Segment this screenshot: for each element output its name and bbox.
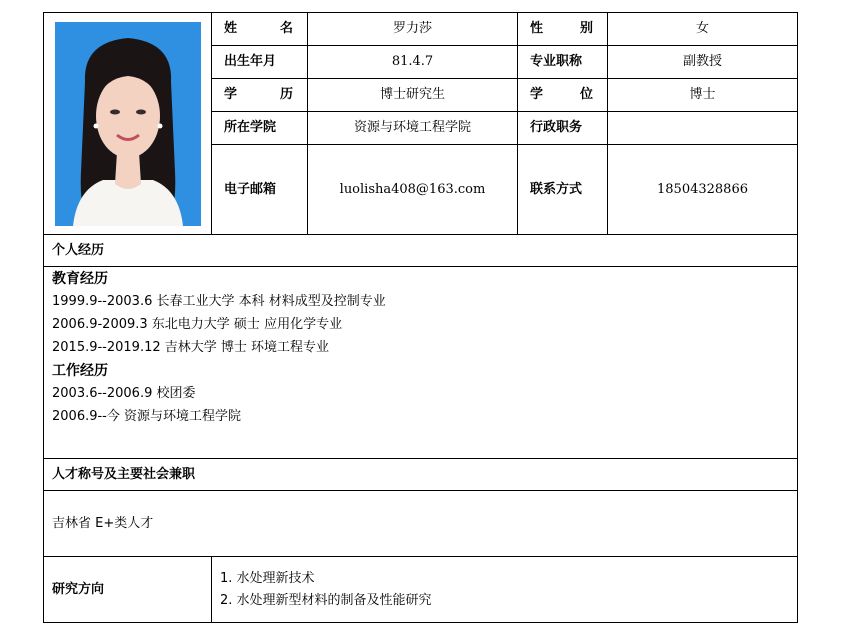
gender-label-cell bbox=[518, 13, 608, 46]
resume-table bbox=[43, 12, 798, 623]
title-value: 副教授 bbox=[608, 46, 798, 79]
birth-label: 出生年月 bbox=[212, 46, 308, 79]
research-list bbox=[212, 557, 798, 623]
college-value: 资源与环境工程学院 bbox=[308, 112, 518, 145]
name-value: 罗力莎 bbox=[308, 13, 518, 46]
photo-cell bbox=[44, 13, 212, 235]
email-value: luolisha408@163.com bbox=[308, 145, 518, 235]
research-label: 研究方向 bbox=[44, 557, 212, 623]
work-item: 2003.6--2006.9 校团委 bbox=[52, 386, 196, 401]
talent-content: 吉林省 E+类人才 bbox=[44, 491, 798, 557]
name-label-char2: 名 bbox=[279, 21, 293, 36]
education-item: 1999.9--2003.6 长春工业大学 本科 材料成型及控制专业 bbox=[52, 294, 386, 309]
gender-value: 女 bbox=[608, 13, 798, 46]
research-item: 1. 水处理新技术 bbox=[220, 570, 315, 586]
work-item: 2006.9--今 资源与环境工程学院 bbox=[52, 409, 242, 424]
education-title: 教育经历 bbox=[52, 271, 108, 287]
edu-label-char1: 学 bbox=[224, 87, 238, 102]
research-item: 2. 水处理新型材料的制备及性能研究 bbox=[220, 592, 432, 608]
degree-label-char1: 学 bbox=[530, 87, 544, 102]
contact-label: 联系方式 bbox=[518, 145, 608, 235]
degree-label-cell bbox=[518, 79, 608, 112]
education-item: 2006.9-2009.3 东北电力大学 硕士 应用化学专业 bbox=[52, 317, 343, 332]
name-label-cell bbox=[212, 13, 308, 46]
college-label: 所在学院 bbox=[212, 112, 308, 145]
birth-value: 81.4.7 bbox=[308, 46, 518, 79]
profile-photo bbox=[55, 22, 201, 226]
degree-value: 博士 bbox=[608, 79, 798, 112]
admin-value bbox=[608, 112, 798, 145]
name-label-char1: 姓 bbox=[224, 21, 238, 36]
work-title: 工作经历 bbox=[52, 363, 108, 379]
experience-block bbox=[44, 267, 798, 459]
title-label: 专业职称 bbox=[518, 46, 608, 79]
talent-title: 人才称号及主要社会兼职 bbox=[44, 459, 798, 491]
edu-value: 博士研究生 bbox=[308, 79, 518, 112]
contact-value: 18504328866 bbox=[608, 145, 798, 235]
education-item: 2015.9--2019.12 吉林大学 博士 环境工程专业 bbox=[52, 340, 330, 355]
admin-label: 行政职务 bbox=[518, 112, 608, 145]
degree-label-char2: 位 bbox=[579, 87, 593, 102]
gender-label-char1: 性 bbox=[530, 21, 544, 36]
gender-label-char2: 别 bbox=[579, 21, 593, 36]
edu-label-cell bbox=[212, 79, 308, 112]
edu-label-char2: 历 bbox=[279, 87, 293, 102]
email-label: 电子邮箱 bbox=[212, 145, 308, 235]
experience-title: 个人经历 bbox=[44, 235, 798, 267]
